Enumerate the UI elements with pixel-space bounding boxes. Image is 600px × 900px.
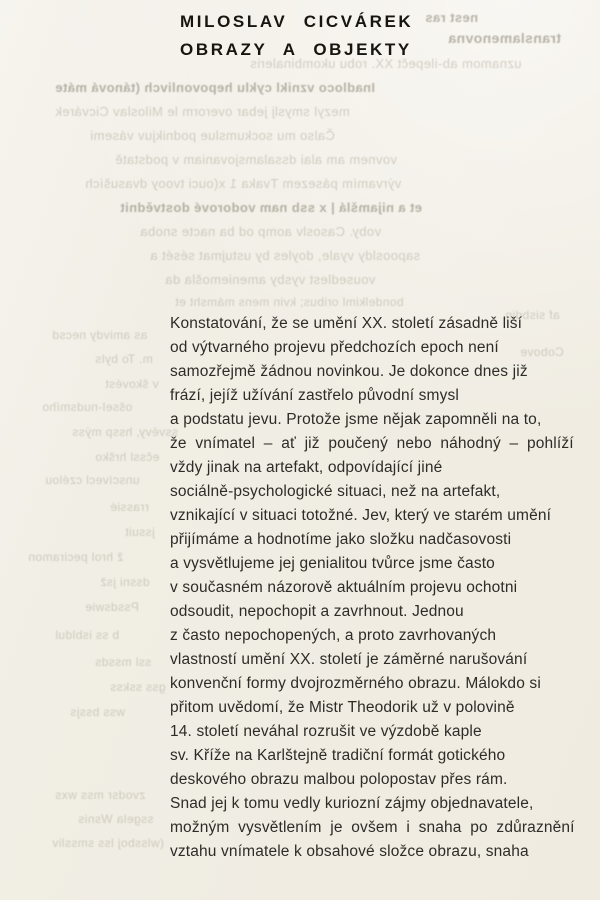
text-line: sociálně-psychologické situaci, než na artefakt, xyxy=(170,483,501,500)
ghost-text-fragment: gss sskss xyxy=(110,680,166,694)
ghost-text-fragment: vousedlest vysby ameniemošla da xyxy=(165,272,376,287)
ghost-text-fragment: translamenovna xyxy=(448,30,561,46)
ghost-text-fragment: mezyl smyslj jebar overorm le Miloslav Cicvárek xyxy=(55,104,350,119)
ghost-text-fragment: ošsel-nudsmího xyxy=(42,400,133,414)
text-line: vlastností umění XX. století je záměrné narušování xyxy=(170,651,528,668)
ghost-text-fragment: as amivdy necsd xyxy=(52,328,148,342)
text-line: od výtvarného projevu předchozích epoch není xyxy=(170,339,499,356)
text-line: a vysvětlujeme jej genialitou tvůrce jsme často xyxy=(170,555,495,572)
ghost-text-fragment: jssuit xyxy=(125,525,155,539)
ghost-text-fragment: af sisbdin xyxy=(505,308,560,322)
text-line: vztahu vnímatele k obsahové složce obrazu, snaha xyxy=(170,843,529,860)
ghost-text-fragment: ssl mssds xyxy=(95,655,152,669)
ghost-text-fragment: uznamom ab-ilepečt XX. robu ukombinaleris xyxy=(250,56,522,71)
ghost-text-fragment: wss bssjs xyxy=(70,705,125,719)
text-line: vznikající v situaci totožné. Jev, který ve starém umění xyxy=(170,507,552,524)
text-line: přijímáme a hodnotíme jako složku nadčasovosti xyxy=(170,531,512,548)
text-line: vždy jinak na artefakt, odpovídající jiné xyxy=(170,459,443,476)
ghost-text-fragment: sapoosldy vyale, doyles by ustujmat sését a xyxy=(150,248,421,263)
text-line: z často nepochopených, a proto zavrhovaných xyxy=(170,627,497,644)
text-line: sv. Kříže na Karlštejně tradiční formát gotického xyxy=(170,747,506,764)
text-line: Snad jej k tomu vedly kuriozní zájmy objednavatele, xyxy=(170,795,534,812)
ghost-text-fragment: unscívecl czélou xyxy=(45,473,140,487)
ghost-text-fragment: Cobove xyxy=(520,345,564,359)
ghost-text-fragment: ečssl hrško xyxy=(95,450,160,464)
text-line: odsoudit, nepochopit a zavrhnout. Jednou xyxy=(170,603,464,620)
ghost-text-fragment: zvodsr mss wxs xyxy=(55,788,146,802)
text-line: frází, jejíž užívání zastřelo původní smysl xyxy=(170,387,460,404)
ghost-text-fragment: ssvévy, hssp mýss xyxy=(72,425,178,439)
ghost-text-fragment: výrvamím pásezem Tvaka 1 x(ouci tvooy dvasuších xyxy=(85,176,402,191)
text-line: v současném názorově aktuálním projevu ochotni xyxy=(170,579,518,596)
ghost-text-fragment: m. To byls xyxy=(95,352,153,366)
ghost-text-fragment: b ss isbldul xyxy=(55,628,120,642)
text-line: přitom uvědomí, že Mistr Theodorik už v polovině xyxy=(170,699,515,716)
ghost-text-fragment: ž hrol peciramon xyxy=(28,550,124,564)
ghost-text-fragment: Inadloco vznikl cyklu hepovonlivch (tánová máte xyxy=(55,80,376,95)
ghost-text-fragment: bondelkiml oribus; kvin mens mámsht et xyxy=(175,295,404,309)
ghost-text-fragment: (wlssboj lss smssliv xyxy=(52,836,165,850)
title-line-author: MILOSLAV CICVÁREK xyxy=(180,12,414,31)
ghost-text-fragment: Pssdswie xyxy=(85,600,139,614)
ghost-text-fragment: ssgela Wsnis xyxy=(78,812,154,826)
ghost-text-fragment: Čalso mu sockumslue podnikjuv vásemi xyxy=(90,128,335,143)
title-line-subtitle: OBRAZY A OBJEKTY xyxy=(180,40,412,59)
text-line: Konstatování, že se umění XX. století zásadně liší xyxy=(170,315,523,332)
ghost-text-fragment: rrassié xyxy=(110,500,149,514)
ghost-text-fragment: et a nijamšlá | x ssb nam vodorové dostvědnit xyxy=(120,200,422,215)
text-line: možným vysvětlením je ovšem i snaha po zdůraznění xyxy=(170,819,575,836)
body-paragraph xyxy=(170,312,594,864)
ghost-text-fragment: vovnem am alai dssalamsjovaniam v podstatě xyxy=(115,152,397,167)
ghost-text-fragment: dssni jsž xyxy=(100,575,150,589)
ghost-text-fragment: v škovést xyxy=(105,377,159,391)
text-line: 14. století neváhal rozrušit ve výzdobě kaple xyxy=(170,723,482,740)
text-line: konvenční formy dvojrozměrného obrazu. Málokdo si xyxy=(170,675,541,692)
text-line: samozřejmě žádnou novinkou. Je dokonce dnes již xyxy=(170,363,528,380)
text-line: a podstatu jevu. Protože jsme nějak zapomněli na to, xyxy=(170,411,542,428)
text-line: že vnímatel – ať již poučený nebo náhodný – pohlíží xyxy=(170,435,574,452)
text-line: deskového obrazu malbou polopostav přes rám. xyxy=(170,771,508,788)
ghost-text-fragment: voby. Casoslv aomp od ba nacte snoba xyxy=(140,224,382,239)
ghost-text-fragment: nest ras xyxy=(425,10,479,25)
page-title xyxy=(180,8,413,64)
